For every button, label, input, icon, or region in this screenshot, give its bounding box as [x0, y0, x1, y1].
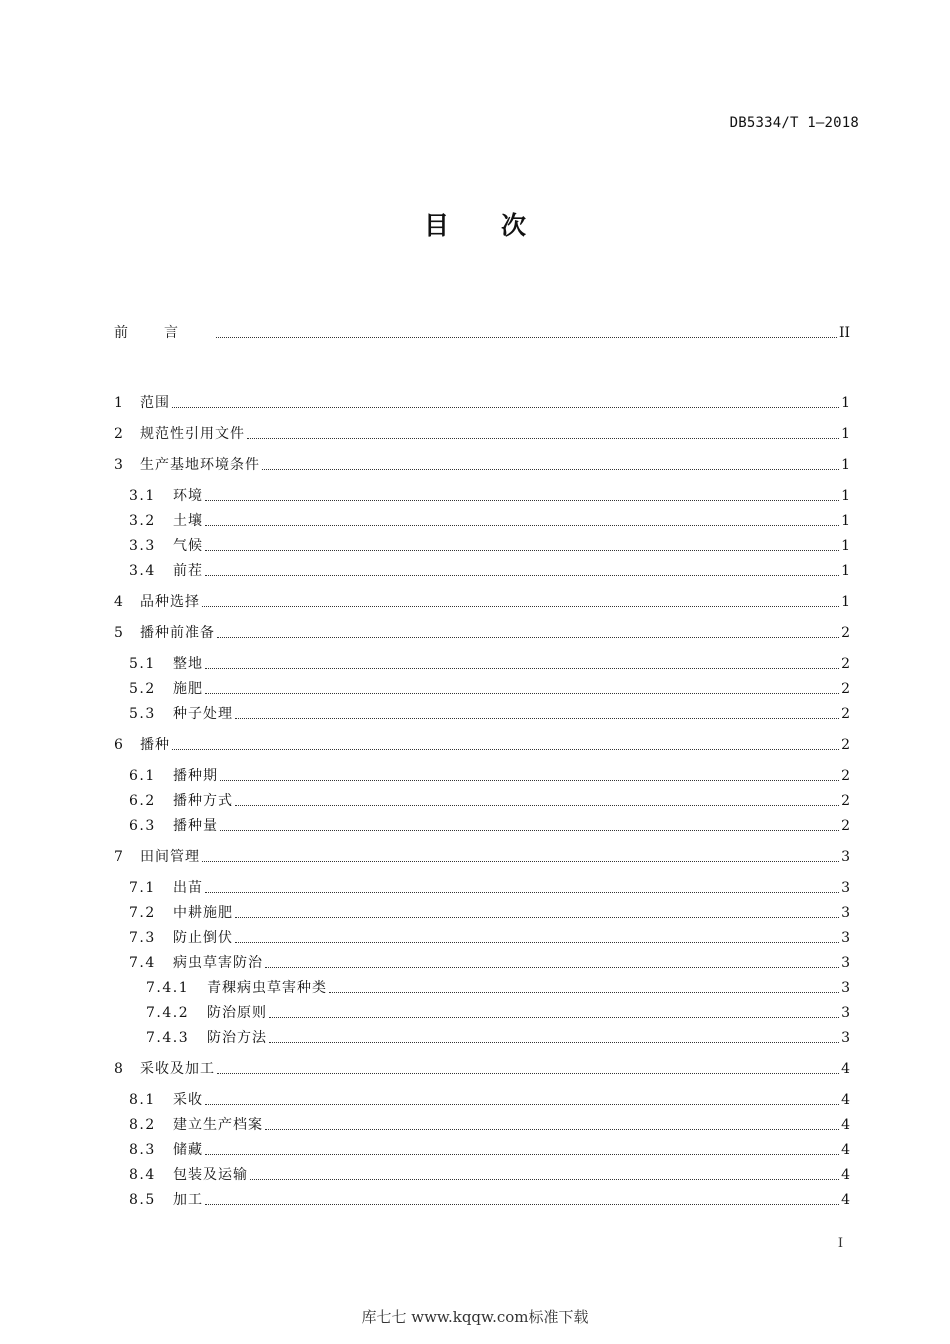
- toc-entry-page: 1: [841, 426, 850, 442]
- toc-entry-page: 1: [841, 594, 850, 610]
- toc-entry-page: 1: [841, 513, 850, 529]
- toc-entry-page: 1: [841, 395, 850, 411]
- toc-entry-label: 环境: [173, 488, 203, 504]
- toc-entry[interactable]: [114, 511, 850, 531]
- toc-entry[interactable]: [114, 654, 850, 674]
- toc-entry-page: 3: [841, 980, 850, 996]
- dot-leader: [216, 336, 837, 338]
- toc-entry-label: 播种期: [173, 768, 218, 784]
- toc-entry-number: 2: [114, 426, 125, 442]
- toc-entry-page: 3: [841, 1030, 850, 1046]
- dot-leader: [205, 667, 839, 669]
- dot-leader: [235, 717, 839, 719]
- dot-leader: [217, 636, 839, 638]
- dot-leader: [220, 829, 839, 831]
- toc-entry-page: 2: [841, 793, 850, 809]
- toc-entry-number: 3.2: [129, 513, 156, 529]
- toc-entry-page: 2: [841, 625, 850, 641]
- toc-entry-number: 5.2: [129, 681, 156, 697]
- toc-entry-number: 6: [114, 737, 125, 753]
- toc-entry-page: 4: [841, 1167, 850, 1183]
- toc-entry-label: 采收: [173, 1092, 203, 1108]
- dot-leader: [205, 499, 839, 501]
- toc-entry-number: 8.3: [129, 1142, 156, 1158]
- toc-entry-label: 气候: [173, 538, 203, 554]
- toc-entry-label: 田间管理: [140, 849, 200, 865]
- toc-entry-label: 中耕施肥: [173, 905, 233, 921]
- toc-entry-number: 7.4.3: [146, 1030, 190, 1046]
- dot-leader: [205, 1103, 839, 1105]
- toc-entry-page: 4: [841, 1117, 850, 1133]
- toc-entry-page: 3: [841, 849, 850, 865]
- toc-entry-label: 储藏: [173, 1142, 203, 1158]
- dot-leader: [202, 860, 839, 862]
- toc-entry-label: 生产基地环境条件: [140, 457, 260, 473]
- document-code: DB5334/T 1—2018: [729, 115, 859, 131]
- toc-entry[interactable]: [114, 928, 850, 948]
- toc-entry-page: II: [838, 325, 850, 341]
- toc-entry-page: 2: [841, 818, 850, 834]
- toc-entry-number: 3.1: [129, 488, 156, 504]
- toc-entry[interactable]: [114, 561, 850, 581]
- toc-entry-page: 2: [841, 706, 850, 722]
- toc-entry-page: 3: [841, 955, 850, 971]
- toc-entry-number: 6.1: [129, 768, 156, 784]
- toc-entry-label: 包装及运输: [173, 1167, 248, 1183]
- toc-entry[interactable]: [114, 455, 850, 475]
- toc-entry-label: 播种量: [173, 818, 218, 834]
- toc-entry-number: 3.4: [129, 563, 156, 579]
- toc-entry[interactable]: [114, 766, 850, 786]
- toc-entry-number: 4: [114, 594, 125, 610]
- toc-entry[interactable]: [114, 424, 850, 444]
- dot-leader: [265, 966, 839, 968]
- toc-entry[interactable]: [114, 903, 850, 923]
- toc-entry[interactable]: [114, 1090, 850, 1110]
- toc-entry-number: 8.2: [129, 1117, 156, 1133]
- dot-leader: [205, 574, 839, 576]
- dot-leader: [269, 1016, 839, 1018]
- toc-entry[interactable]: [114, 536, 850, 556]
- toc-entry-label: 防治原则: [207, 1005, 267, 1021]
- toc-entry[interactable]: [114, 393, 850, 413]
- toc-entry-number: 5: [114, 625, 125, 641]
- toc-entry[interactable]: [114, 486, 850, 506]
- toc-entry-label: 整地: [173, 656, 203, 672]
- dot-leader: [269, 1041, 839, 1043]
- toc-entry-page: 2: [841, 768, 850, 784]
- toc-entry-page: 3: [841, 930, 850, 946]
- dot-leader: [205, 891, 839, 893]
- toc-entry-page: 4: [841, 1061, 850, 1077]
- dot-leader: [172, 406, 839, 408]
- toc-entry-number: 7: [114, 849, 125, 865]
- toc-entry-page: 2: [841, 737, 850, 753]
- toc-entry-number: 5.3: [129, 706, 156, 722]
- toc-entry[interactable]: [114, 1190, 850, 1210]
- toc-entry[interactable]: [114, 847, 850, 867]
- toc-entry-label: 品种选择: [140, 594, 200, 610]
- toc-entry-page: 2: [841, 656, 850, 672]
- dot-leader: [247, 437, 839, 439]
- dot-leader: [262, 468, 839, 470]
- toc-entry-page: 4: [841, 1142, 850, 1158]
- toc-entry[interactable]: [114, 1028, 850, 1048]
- toc-entry-label: 规范性引用文件: [140, 426, 245, 442]
- toc-entry[interactable]: [114, 592, 850, 612]
- toc-entry-page: 3: [841, 905, 850, 921]
- toc-entry-page: 2: [841, 681, 850, 697]
- toc-entry[interactable]: [114, 978, 850, 998]
- toc-entry-label: 播种: [140, 737, 170, 753]
- toc-entry-number: 3.3: [129, 538, 156, 554]
- toc-entry[interactable]: [114, 953, 850, 973]
- toc-entry-number: 7.1: [129, 880, 156, 896]
- dot-leader: [220, 779, 839, 781]
- toc-entry-page: 3: [841, 1005, 850, 1021]
- toc-entry-label: 病虫草害防治: [173, 955, 263, 971]
- toc-entry[interactable]: [114, 1115, 850, 1135]
- toc-entry-page: 3: [841, 880, 850, 896]
- toc-entry-page: 1: [841, 488, 850, 504]
- toc-entry-label: 前言: [114, 325, 214, 341]
- dot-leader: [217, 1072, 839, 1074]
- dot-leader: [235, 916, 839, 918]
- dot-leader: [172, 748, 839, 750]
- toc-entry-number: 6.2: [129, 793, 156, 809]
- toc-entry-label: 播种方式: [173, 793, 233, 809]
- toc-entry-number: 8: [114, 1061, 125, 1077]
- toc-entry[interactable]: [114, 791, 850, 811]
- toc-entry-label: 范围: [140, 395, 170, 411]
- toc-entry-number: 8.1: [129, 1092, 156, 1108]
- toc-entry-number: 7.4: [129, 955, 156, 971]
- dot-leader: [205, 1203, 839, 1205]
- dot-leader: [235, 941, 839, 943]
- toc-entry-label: 出苗: [173, 880, 203, 896]
- dot-leader: [205, 692, 839, 694]
- dot-leader: [250, 1178, 839, 1180]
- dot-leader: [205, 524, 839, 526]
- toc-entry-label: 加工: [173, 1192, 203, 1208]
- dot-leader: [205, 1153, 839, 1155]
- toc-entry-number: 6.3: [129, 818, 156, 834]
- toc-entry[interactable]: [114, 816, 850, 836]
- dot-leader: [202, 605, 839, 607]
- toc-entry-page: 1: [841, 563, 850, 579]
- watermark-text: 库七七 www.kqqw.com标准下载: [361, 1308, 589, 1326]
- page-number: I: [837, 1236, 843, 1251]
- toc-entry-page: 4: [841, 1192, 850, 1208]
- dot-leader: [265, 1128, 839, 1130]
- dot-leader: [329, 991, 839, 993]
- toc-entry[interactable]: [114, 704, 850, 724]
- toc-entry-number: 7.4.2: [146, 1005, 190, 1021]
- dot-leader: [235, 804, 839, 806]
- toc-entry[interactable]: [114, 623, 850, 643]
- toc-entry-number: 1: [114, 395, 125, 411]
- toc-entry[interactable]: [114, 735, 850, 755]
- toc-entry-label: 防治方法: [207, 1030, 267, 1046]
- toc-entry-label: 防止倒伏: [173, 930, 233, 946]
- toc-entry-label: 种子处理: [173, 706, 233, 722]
- toc-entry-label: 采收及加工: [140, 1061, 215, 1077]
- toc-entry-number: 5.1: [129, 656, 156, 672]
- toc-entry-label: 土壤: [173, 513, 203, 529]
- toc-entry[interactable]: [114, 878, 850, 898]
- dot-leader: [205, 549, 839, 551]
- page-title: 目次: [423, 211, 578, 240]
- toc-entry[interactable]: [114, 679, 850, 699]
- toc-entry-label: 播种前准备: [140, 625, 215, 641]
- toc-entry-number: 7.4.1: [146, 980, 190, 996]
- toc-entry-label: 建立生产档案: [173, 1117, 263, 1133]
- toc-entry[interactable]: [114, 1059, 850, 1079]
- toc-entry[interactable]: [114, 1003, 850, 1023]
- toc-entry-number: 8.5: [129, 1192, 156, 1208]
- toc-entry-preface[interactable]: [114, 323, 850, 343]
- toc-entry-number: 7.2: [129, 905, 156, 921]
- toc-entry-label: 施肥: [173, 681, 203, 697]
- toc-entry-label: 青稞病虫草害种类: [207, 980, 327, 996]
- toc-entry-page: 1: [841, 538, 850, 554]
- toc-entry[interactable]: [114, 1140, 850, 1160]
- toc-entry-page: 4: [841, 1092, 850, 1108]
- toc-entry-number: 8.4: [129, 1167, 156, 1183]
- toc-entry-number: 7.3: [129, 930, 156, 946]
- toc-entry-page: 1: [841, 457, 850, 473]
- toc-entry-label: 前茬: [173, 563, 203, 579]
- toc-entry-number: 3: [114, 457, 125, 473]
- toc-entry[interactable]: [114, 1165, 850, 1185]
